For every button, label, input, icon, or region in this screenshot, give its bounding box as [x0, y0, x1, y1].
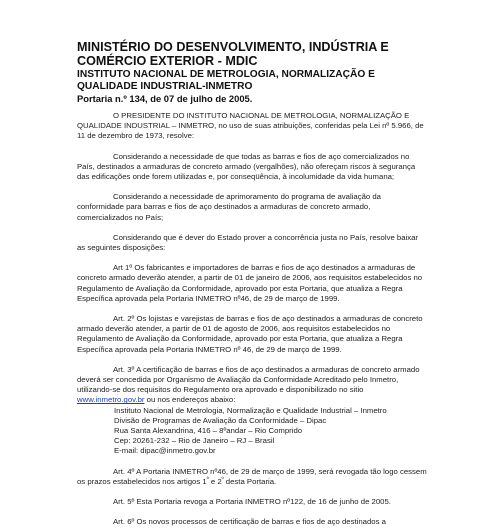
portaria-title: Portaria n.º 134, de 07 de julho de 2005. — [77, 93, 253, 104]
article-3-tail: ou nos endereços abaixo: — [144, 395, 236, 405]
ministry-title-line2: COMÉRCIO EXTERIOR - MDIC — [77, 54, 258, 68]
document-body — [77, 111, 427, 528]
consideration-3: Considerando que é dever do Estado prover a concorrência justa no País, resolve baixar as seguintes disposições: — [77, 232, 419, 253]
article-1: Art 1º Os fabricantes e importadores de barras e fios de aço destinados a armaduras de concreto armado deverão atender, a partir de 01 de janeiro de 2006, aos requisitos estabelecidos no Regulamento de Avaliação da Conformidade, aprovado por esta Portaria, que atualiza a Regra Específica aprovada pela Portaria INMETRO nº46, de 29 de março de 1999. — [77, 263, 423, 303]
address-line-1: Instituto Nacional de Metrologia, Normalização e Qualidade Industrial – Inmetro — [114, 405, 387, 415]
article-5: Art. 5º Esta Portaria revoga a Portaria INMETRO nº122, de 16 de junho de 2005. — [113, 497, 391, 507]
address-line-4: Cep: 20261-232 – Rio de Janeiro – RJ – Brasil — [114, 436, 275, 446]
address-email: E-mail: dipac@inmetro.gov.br — [114, 446, 216, 456]
consideration-1: Considerando a necessidade de que todas as barras e fios de aço comercializados no País, destinados a armaduras de concreto armado (vergalhões), não ofereçam riscos à segurança das edificações onde forem utilizadas e, por conseqüência, à incolumidade da vida humana; — [77, 151, 416, 182]
article-4-text: Art. 4º A Portaria INMETRO nº46, de 29 de março de 1999, será revogada tão logo cessem os prazos estabelecidos nos artigos 1 — [77, 466, 427, 486]
address-line-3: Rua Santa Alexandrina, 416 – 8ºandar – Rio Comprido — [114, 426, 303, 436]
inmetro-website-link[interactable]: www.inmetro.gov.br — [77, 395, 145, 405]
ministry-title-line1: MINISTÉRIO DO DESENVOLVIMENTO, INDÚSTRIA E — [77, 40, 389, 54]
article-3-text: Art. 3º A certificação de barras e fios de aço destinados a armaduras de concreto armado deverá ser concedida por Organismo de Avaliação da Conformidade Acreditado pelo Inmetro, utilizando-se dos requisitos do Regulamento ora aprovado e disponibilizado no sitio — [77, 364, 420, 395]
article-4-sup-1: º — [206, 476, 209, 483]
article-4-mid: e 2 — [208, 476, 222, 486]
article-4-sup-2: º — [221, 476, 224, 483]
intro-paragraph: O PRESIDENTE DO INSTITUTO NACIONAL DE METROLOGIA, NORMALIZAÇÃO E QUALIDADE INDUSTRIAL – INMETRO, no uso de suas atribuições, conferidas pela Lei nº 5.966, de 11 de dezembro de 1973, resolve: — [77, 111, 424, 141]
article-4-tail: desta Portaria. — [223, 476, 277, 486]
address-line-2: Divisão de Programas de Avaliação da Conformidade – Dipac — [114, 415, 327, 425]
institute-title-line1: INSTITUTO NACIONAL DE METROLOGIA, NORMALIZAÇÃO E — [77, 69, 375, 80]
consideration-2: Considerando a necessidade de aprimoramento do programa de avaliação da conformidade para barras e fios de aço destinados a armaduras de concreto armado, comercializados no País; — [77, 192, 381, 222]
article-2: Art. 2º Os lojistas e varejistas de barras e fios de aço destinados a armaduras de concreto armado deverão atender, a partir de 01 de agosto de 2006, aos requisitos estabelecidos no Regulamento de Avaliação da Conformidade, aprovado por esta Portaria, que atualiza a Regra Específica aprovada pela Portaria INMETRO nº 46, de 29 de março de 1999. — [77, 314, 423, 354]
article-3 — [77, 365, 427, 406]
article-6: Art. 6º Os novos processos de certificação de barras e fios de aço destinados a — [113, 517, 386, 527]
article-4 — [77, 467, 427, 487]
institute-title-line2: QUALIDADE INDUSTRIAL-INMETRO — [77, 81, 253, 92]
